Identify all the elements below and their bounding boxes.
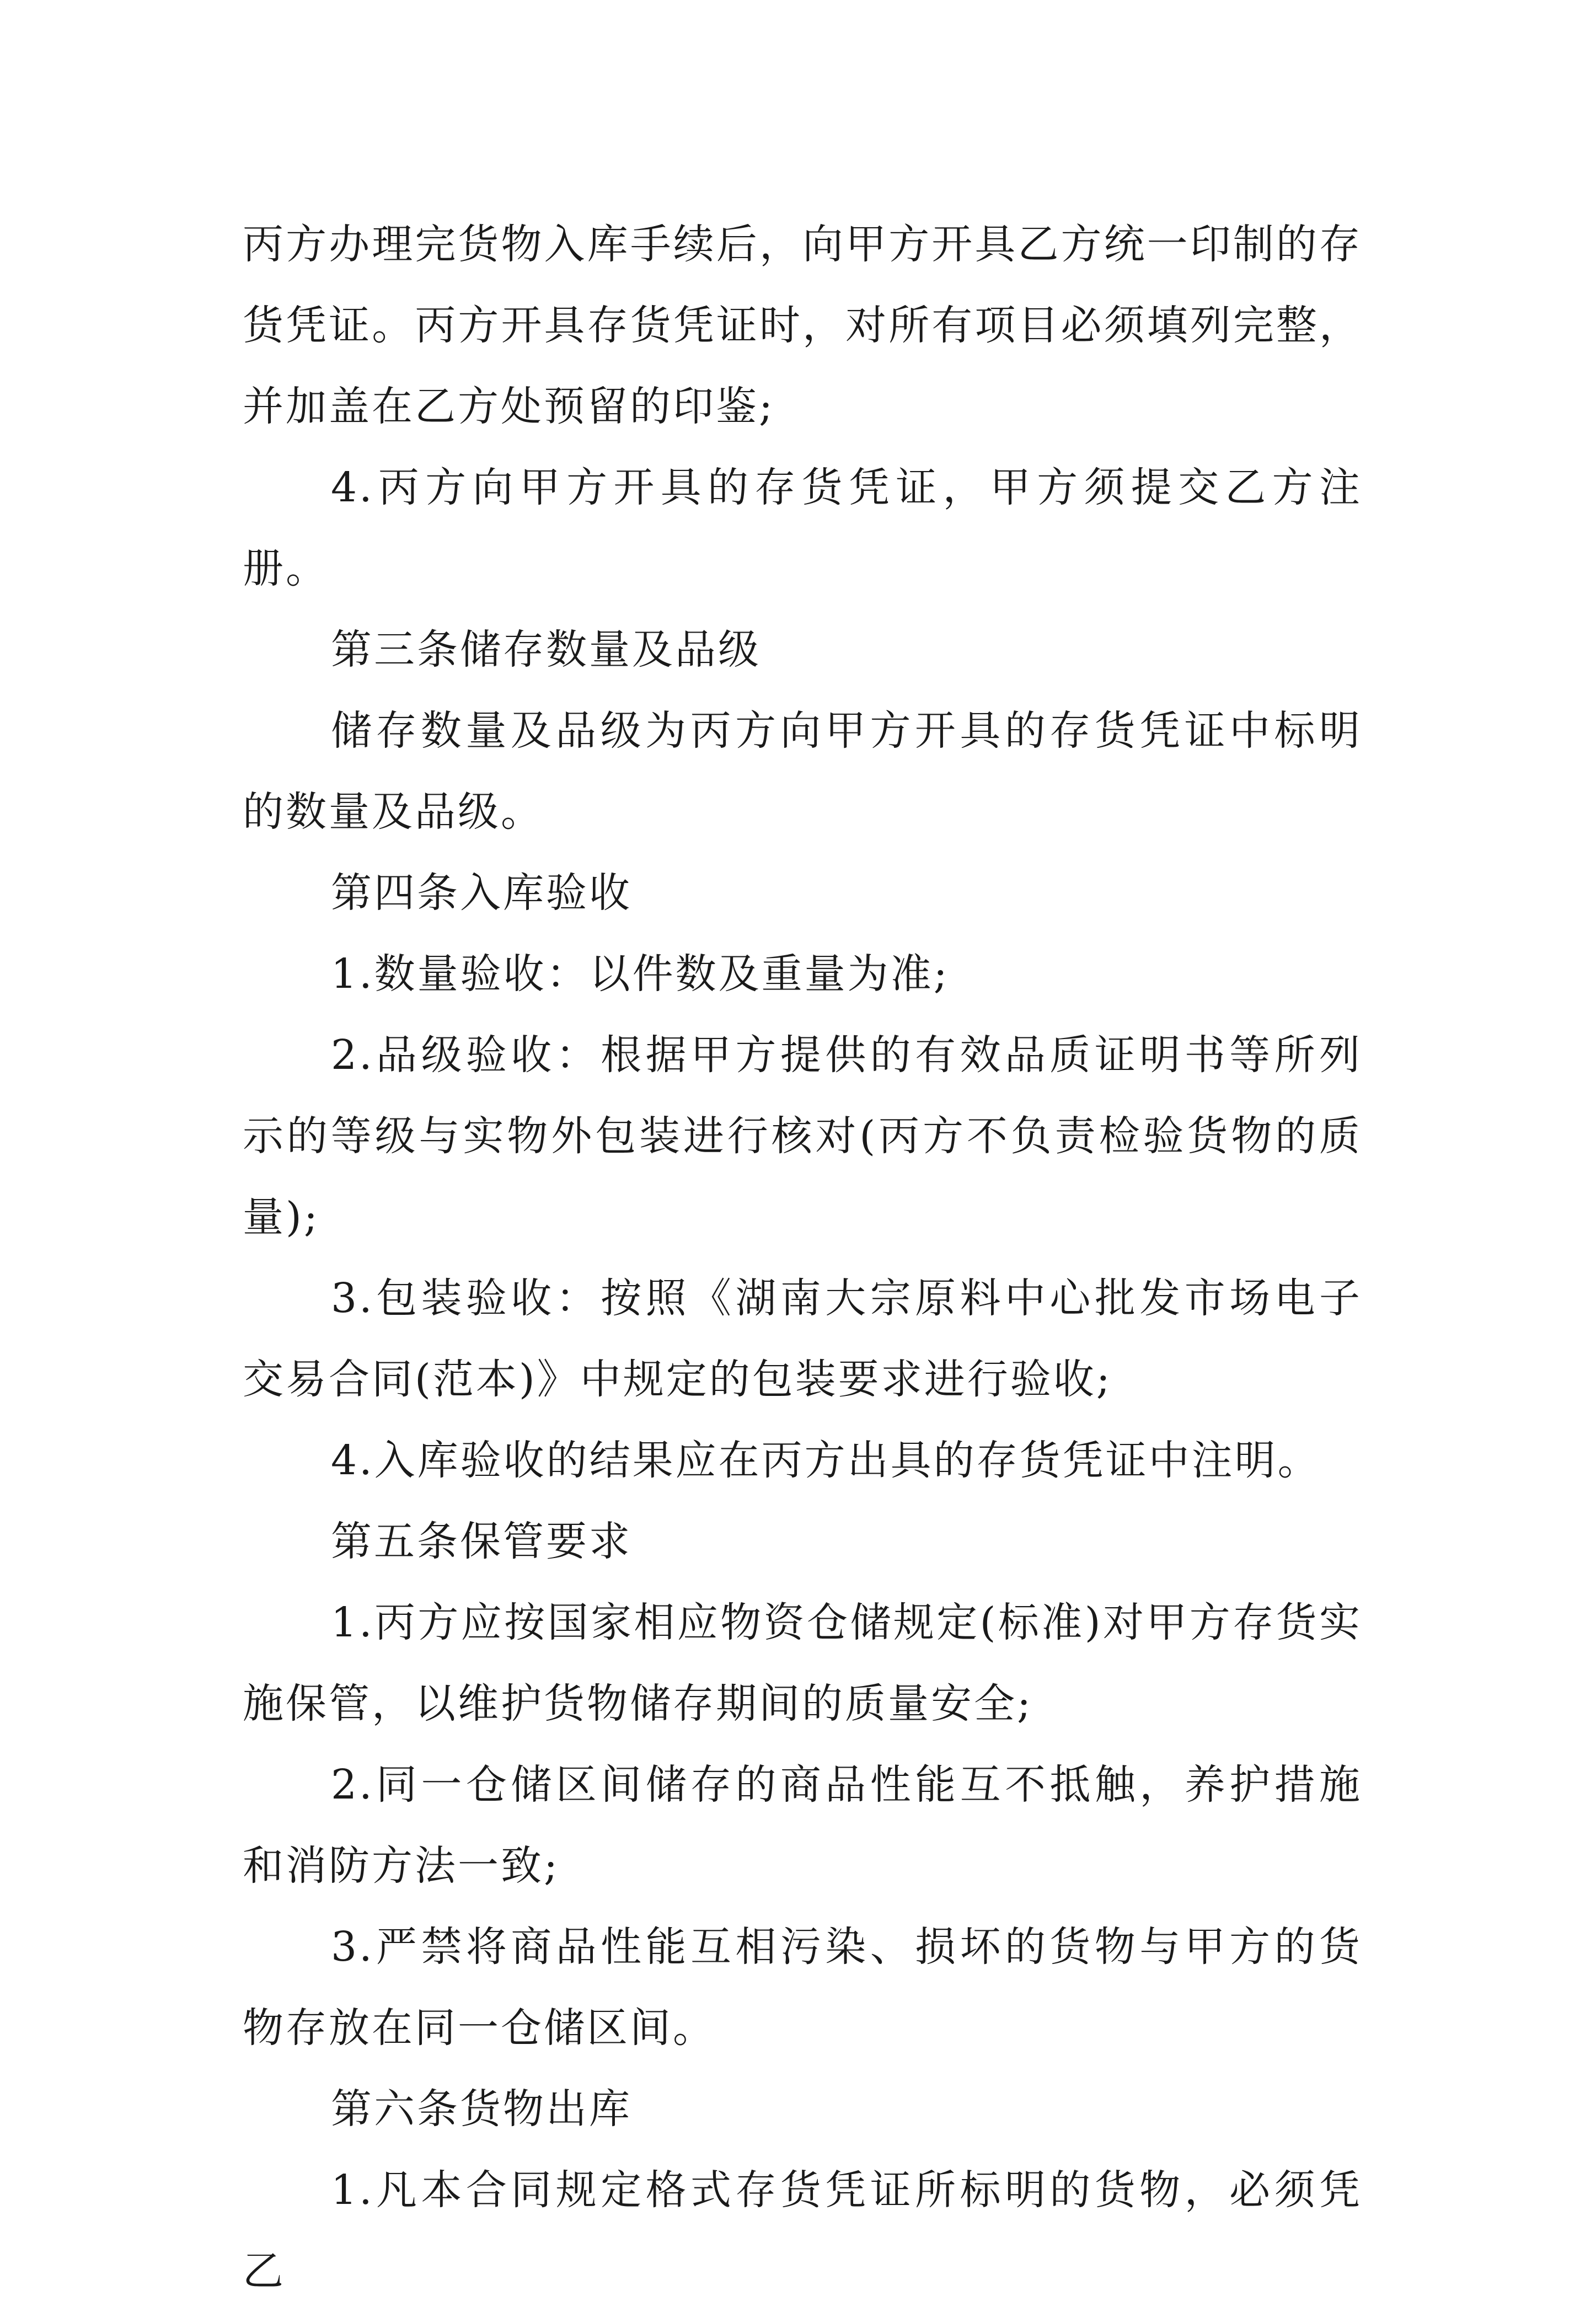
section-heading: 第六条货物出库 [331,2085,632,2133]
paragraph: 储存数量及品级为丙方向甲方开具的存货凭证中标明的数量及品级。 [243,707,1362,836]
paragraph: 1.凡本合同规定格式存货凭证所标明的货物，必须凭乙 [243,2166,1362,2295]
paragraph: 2.品级验收：根据甲方提供的有效品质证明书等所列示的等级与实物外包装进行核对(丙方不负责检验货物的质量); [243,1031,1362,1241]
paragraph: 4.丙方向甲方开具的存货凭证，甲方须提交乙方注册。 [243,464,1362,592]
paragraph: 3.严禁将商品性能互相污染、损坏的货物与甲方的货物存放在同一仓储区间。 [243,1923,1362,2052]
section-heading: 第四条入库验收 [331,869,632,917]
document-body [243,204,1362,2312]
paragraph: 丙方办理完货物入库手续后，向甲方开具乙方统一印制的存货凭证。丙方开具存货凭证时，对所有项目必须填列完整，并加盖在乙方处预留的印鉴; [243,221,1362,430]
section-heading: 第五条保管要求 [331,1518,632,1565]
paragraph: 3.包装验收：按照《湖南大宗原料中心批发市场电子交易合同(范本)》中规定的包装要求进行验收; [243,1275,1362,1403]
paragraph: 2.同一仓储区间储存的商品性能互不抵触，养护措施和消防方法一致; [243,1761,1362,1890]
section-heading: 第三条储存数量及品级 [331,626,761,673]
paragraph: 1.丙方应按国家相应物资仓储规定(标准)对甲方存货实施保管，以维护货物储存期间的质量安全; [243,1599,1362,1727]
paragraph: 4.入库验收的结果应在丙方出具的存货凭证中注明。 [331,1437,1321,1484]
paragraph: 1.数量验收：以件数及重量为准; [331,950,950,998]
